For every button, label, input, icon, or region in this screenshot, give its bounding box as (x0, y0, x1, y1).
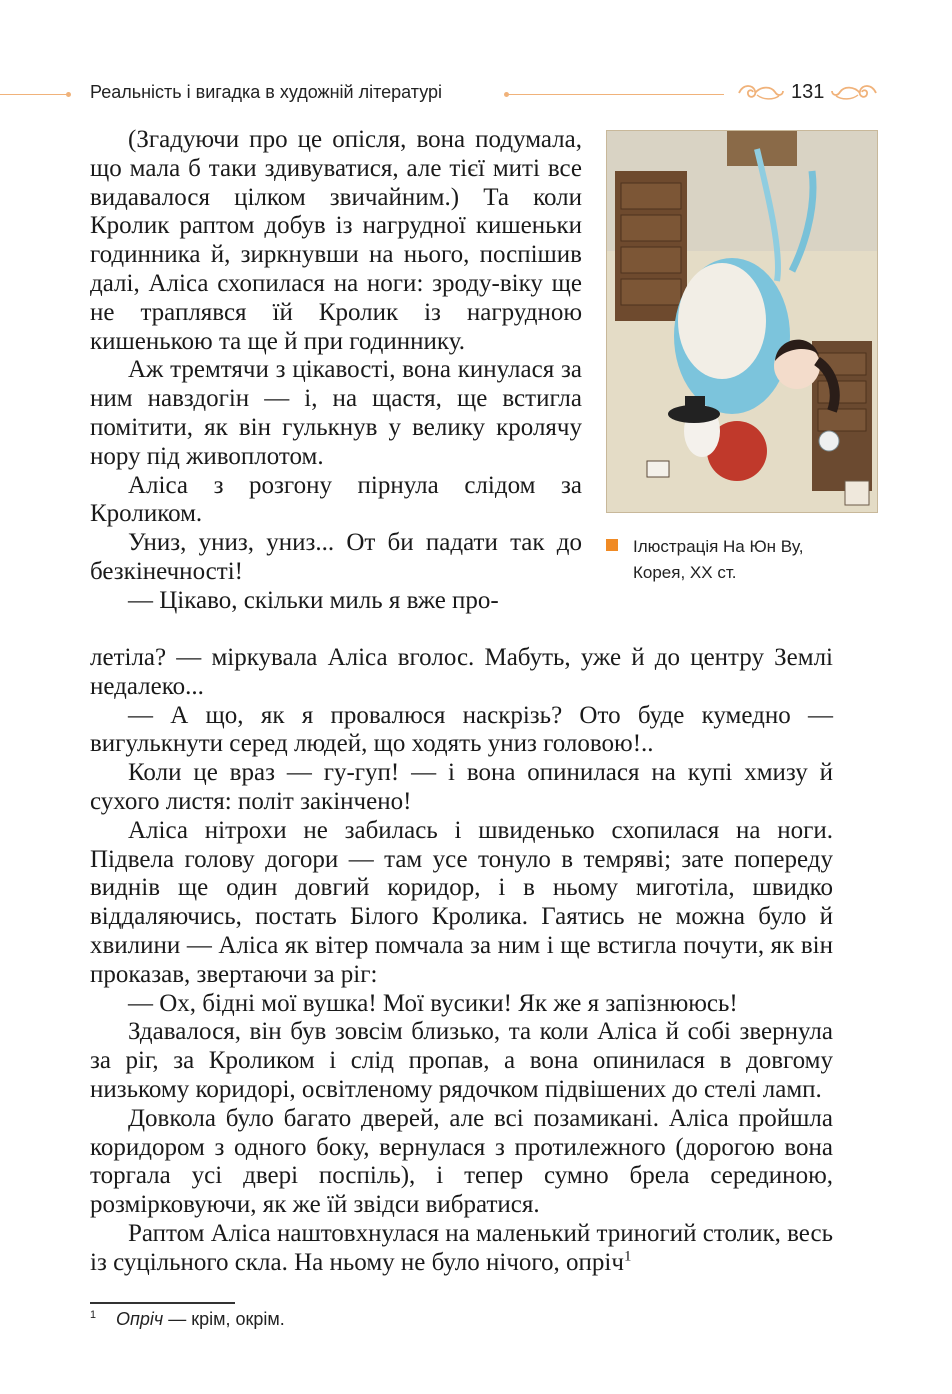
running-header (0, 80, 952, 110)
paragraph: Униз, униз, униз... От би падати так до безкінечності! (90, 529, 582, 585)
caption-text: Ілюстрація На Юн Ву, Корея, XX ст. (633, 537, 804, 582)
paragraph: (Згадуючи про це опісля, вона подумала, що мала б таки здивуватися, але тієї миті все видавалося цілком звичайним.) Та коли Кролик раптом добув із нагрудної кишеньки годинника й, зиркнувши на нього, поспішив далі, Аліса схопилася на ноги: зроду-віку ще не траплявся їй Кролик із нагрудною кишенькою та ще й при годиннику. (90, 126, 582, 355)
paragraph: Здавалося, він був зовсім близько, та коли Аліса й собі звернула за ріг, за Кроликом і слід пропав, а вона опинилася в довгому низькому коридорі, освітленому рядочком підвішених до стелі ламп. (90, 1018, 833, 1103)
paragraph: Довкола було багато дверей, але всі позамикані. Аліса пройшла коридором з одного боку, вернулася з протилежного (дорогою вона торгала усі двері поспіль), і тепер сумно брела серединою, розмірковуючи, як же їй звідси вибратися. (90, 1104, 833, 1219)
footnote-number: 1 (90, 1309, 97, 1321)
paragraph: Коли це враз — гу-гуп! — і вона опинилася на купі хмизу й сухого листя: політ закінчено! (90, 759, 833, 815)
swirl-ornament-icon (830, 80, 880, 106)
alice-falling-illustration (607, 131, 877, 512)
paragraph: Аліса з розгону пірнула слідом за Кроликом. (90, 471, 582, 528)
swirl-ornament-icon (735, 80, 785, 106)
footnote-term: Опріч (116, 1309, 164, 1329)
footnote (90, 1309, 285, 1330)
caption-marker-square-icon (606, 539, 618, 551)
footnote-separator (90, 1302, 235, 1304)
header-rule-left (0, 94, 68, 95)
paragraph-text: Раптом Аліса наштовхнулася на маленький триногий столик, весь із суцільного скла. На ньому не було нічого, опріч (90, 1219, 833, 1276)
page-number: 131 (791, 81, 825, 103)
paragraph (90, 1220, 833, 1278)
header-rule-right (508, 94, 724, 95)
paragraph: — Цікаво, скільки миль я вже про- (128, 586, 499, 614)
footnote-reference[interactable]: 1 (623, 1248, 632, 1265)
paragraph: — Ох, бідні мої вушка! Мої вусики! Як же я запізнююсь! (128, 989, 738, 1017)
paragraph: — А що, як я провалюся наскрізь? Ото буде кумедно — вигулькнути серед людей, що ходять униз головою!.. (90, 701, 833, 758)
body-text-narrow-column (90, 126, 582, 616)
paragraph: Аж тремтячи з цікавості, вона кинулася за ним навздогін — і, на щастя, ще встигла помітити, як він гулькнув у велику кролячу нору під живоплотом. (90, 356, 582, 470)
illustration-caption (606, 534, 846, 586)
section-title: Реальність і вигадка в художній літературі (90, 82, 443, 102)
body-text-wide-column (90, 644, 833, 1278)
header-dot-left (66, 92, 71, 97)
illustration-image (606, 130, 878, 513)
footnote-definition: — крім, окрім. (163, 1309, 285, 1329)
paragraph: летіла? — міркувала Аліса вголос. Мабуть, уже й до центру Землі недалеко... (90, 644, 833, 700)
paragraph: Аліса нітрохи не забилась і швиденько схопилася на ноги. Підвела голову догори — там усе тонуло в темряві; зате попереду виднів ще один довгий коридор, і в ньому миготіла, швидко віддаляючись, постать Білого Кролика. Гаятись не можна було й хвилини — Аліса як вітер помчала за ним і ще встигла почути, як він проказав, звертаючи за ріг: (90, 816, 833, 988)
